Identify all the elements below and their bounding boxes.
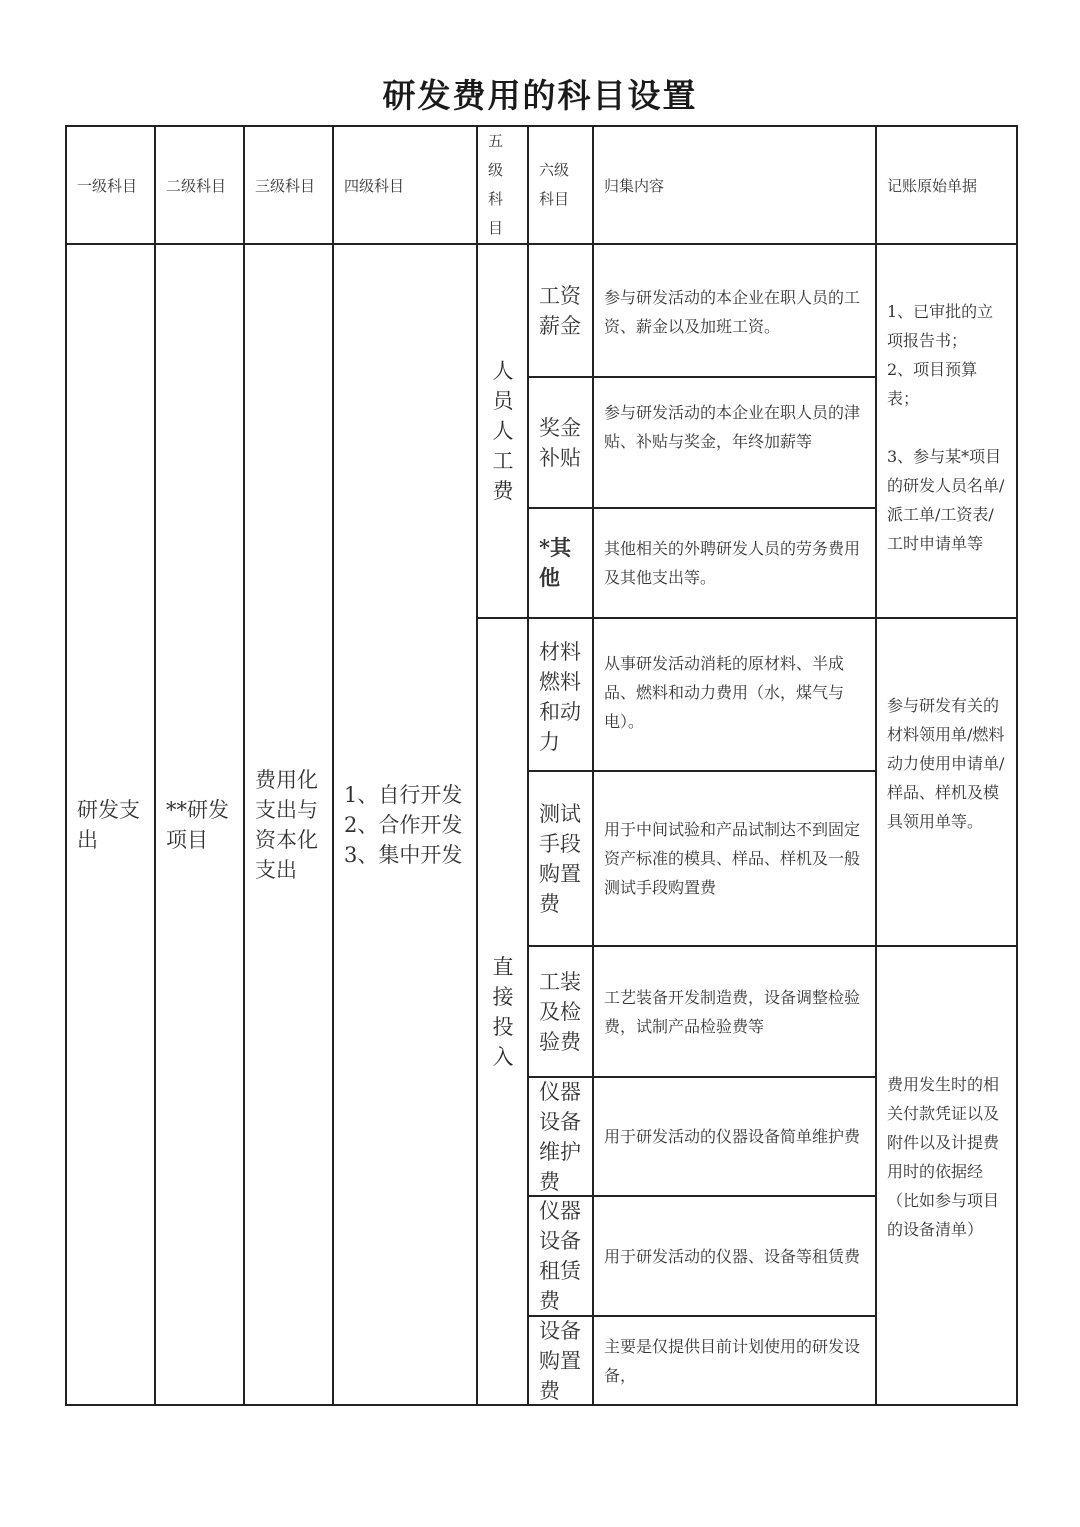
header-level6: 六级 科目 bbox=[539, 161, 570, 208]
content-cell: 从事研发活动消耗的原材料、半成品、燃料和动力费用（水，煤气与电）。 bbox=[604, 654, 845, 731]
header-level4: 四级科目 bbox=[344, 176, 405, 195]
level6-subject: 工资 薪金 bbox=[539, 283, 581, 338]
header-level5: 五 级 科 目 bbox=[488, 132, 504, 237]
level3-subject: 费用化 支出与 资本化 支出 bbox=[255, 767, 318, 882]
level4-subject: 1、自行开发 2、合作开发 3、集中开发 bbox=[344, 782, 463, 867]
voucher-cell: 参与研发有关的材料领用单/燃料动力使用申请单/样品、样机及模具领用单等。 bbox=[887, 696, 1005, 831]
level6-subject: 工装 及检 验费 bbox=[539, 969, 581, 1054]
header-level1: 一级科目 bbox=[77, 176, 138, 195]
page-title: 研发费用的科目设置 bbox=[382, 76, 698, 115]
content-cell: 参与研发活动的本企业在职人员的津贴、补贴与奖金，年终加薪等 bbox=[604, 403, 861, 451]
level6-subject: 设备 购置 费 bbox=[539, 1318, 581, 1403]
level6-subject: 仪器 设备 租赁 费 bbox=[539, 1199, 581, 1313]
level5-group: 直 接 投 入 bbox=[492, 954, 514, 1069]
content-cell: 主要是仅提供目前计划使用的研发设备， bbox=[604, 1336, 861, 1385]
header-level2: 二级科目 bbox=[166, 176, 227, 195]
header-voucher: 记账原始单据 bbox=[887, 176, 978, 195]
header-level3: 三级科目 bbox=[255, 176, 316, 195]
level2-subject: **研发 项目 bbox=[166, 797, 229, 852]
content-cell: 工艺装备开发制造费，设备调整检验费，试制产品检验费等 bbox=[604, 987, 861, 1036]
content-cell: 用于研发活动的仪器设备简单维护费 bbox=[604, 1127, 861, 1146]
table-rule bbox=[1016, 125, 1018, 1406]
level6-subject: 奖金 补贴 bbox=[539, 415, 581, 470]
level6-subject: 仪器 设备 维护 费 bbox=[539, 1079, 581, 1194]
level5-group: 人 员 人 工 费 bbox=[492, 359, 514, 503]
voucher-cell: 费用发生时的相关付款凭证以及附件以及计提费用时的依据经（比如参与项目的设备清单） bbox=[887, 1075, 1000, 1239]
content-cell: 用于研发活动的仪器、设备等租赁费 bbox=[604, 1246, 861, 1266]
header-content: 归集内容 bbox=[604, 176, 665, 195]
content-cell: 用于中间试验和产品试制达不到固定资产标准的模具、样品、样机及一般测试手段购置费 bbox=[604, 820, 861, 897]
content-cell: 参与研发活动的本企业在职人员的工资、薪金以及加班工资。 bbox=[604, 288, 861, 336]
level6-subject: 测试 手段 购置 费 bbox=[539, 801, 581, 916]
content-cell: 其他相关的外聘研发人员的劳务费用及其他支出等。 bbox=[604, 539, 861, 587]
level1-subject: 研发支 出 bbox=[77, 797, 140, 852]
level6-subject: 材料 燃料 和动 力 bbox=[539, 640, 581, 754]
level6-subject: *其 他 bbox=[539, 535, 571, 590]
voucher-cell: 1、已审批的立项报告书； 2、项目预算表； 3、参与某*项目的研发人员名单/派工单/工资表/工时申请单等 bbox=[887, 302, 1005, 553]
